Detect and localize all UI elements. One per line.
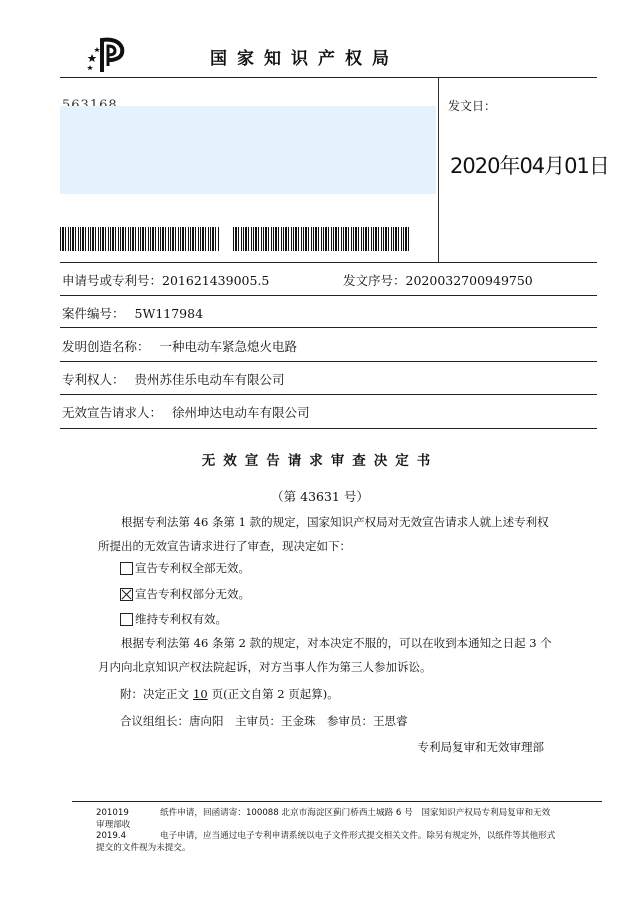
application-no: 201621439005.5 <box>162 273 270 288</box>
decision-number: （第 43631 号） <box>271 489 369 504</box>
footer-text: 电子申请，应当通过电子专利申请系统以电子文件形式提交相关文件。除另有规定外，以纸件等其他形式提交的文件视为未提交。 <box>96 831 556 853</box>
case-no: 5W117984 <box>134 306 204 321</box>
footer-code: 201019 <box>96 808 129 818</box>
checkbox-crossed-icon <box>120 588 133 601</box>
patentee: 贵州苏佳乐电动车有限公司 <box>134 372 285 387</box>
table-line <box>60 327 597 328</box>
invention-name: 一种电动车紧急熄火电路 <box>159 339 298 354</box>
option-label: 维持专利权有效。 <box>135 612 227 626</box>
header-divider <box>60 77 597 78</box>
panel-members: 合议组组长：唐向阳 主审员：王金珠 参审员：王思睿 <box>120 714 408 728</box>
appeal-notice: 根据专利法第 46 条第 2 款的规定，对本决定不服的，可以在收到本通知之日起 3 个月内向北京知识产权法院起诉，对方当事人作为第三人参加诉讼。 <box>98 636 552 674</box>
send-serial: 2020032700949750 <box>405 273 533 288</box>
requester-label: 无效宣告请求人： <box>62 405 163 420</box>
table-line <box>60 295 597 296</box>
table-line <box>60 262 597 263</box>
decision-title: 无效宣告请求审查决定书 <box>201 453 439 469</box>
invention-name-row <box>62 337 297 355</box>
footer-text: 纸件申请，回函请寄：100088 北京市海淀区蓟门桥西土城路 6 号 国家知识产权局专利局复审和无效审理部收 <box>96 808 551 830</box>
org-name: 国家知识产权局 <box>210 49 399 69</box>
option-label: 宣告专利权全部无效。 <box>135 561 250 575</box>
table-line <box>60 428 597 429</box>
case-no-label: 案件编号： <box>62 306 125 321</box>
send-serial-label: 发文序号： <box>343 273 406 288</box>
invention-name-label: 发明创造名称： <box>62 339 150 354</box>
department-signature: 专利局复审和无效审理部 <box>417 740 544 754</box>
attachment-suffix: 页(正文自第 2 页起算)。 <box>211 687 339 701</box>
barcode <box>233 227 409 251</box>
send-date: 2020年04月01日 <box>450 154 609 178</box>
footer-code: 2019.4 <box>96 831 127 841</box>
attachment-prefix: 附：决定正文 <box>120 687 189 701</box>
option-full-invalid <box>120 560 250 576</box>
redacted-address-block <box>60 106 436 194</box>
attachment-line <box>120 686 339 702</box>
checkbox-empty-icon <box>120 613 133 626</box>
decision-intro: 根据专利法第 46 条第 1 款的规定，国家知识产权局对无效宣告请求人就上述专利权所提出的无效宣告请求进行了审查，现决定如下： <box>98 515 549 553</box>
barcode <box>60 227 220 251</box>
attachment-pages: 10 <box>193 687 208 701</box>
option-partial-invalid <box>120 586 250 602</box>
application-no-label: 申请号或专利号： <box>62 273 163 288</box>
header-column-divider <box>438 78 439 262</box>
application-no-row <box>62 271 269 289</box>
patentee-row <box>62 370 285 388</box>
send-date-label: 发文日： <box>448 99 497 113</box>
option-label: 宣告专利权部分无效。 <box>135 587 250 601</box>
checkbox-empty-icon <box>120 562 133 575</box>
footer-divider <box>72 801 602 802</box>
case-no-row <box>62 304 203 322</box>
patentee-label: 专利权人： <box>62 372 125 387</box>
send-serial-row <box>343 271 533 289</box>
footer-notes <box>96 808 556 854</box>
requester: 徐州坤达电动车有限公司 <box>172 405 310 420</box>
requester-row <box>62 403 310 421</box>
cnipa-logo-icon <box>86 36 128 74</box>
table-line <box>60 394 597 395</box>
option-maintain-valid <box>120 611 227 627</box>
table-line <box>60 361 597 362</box>
